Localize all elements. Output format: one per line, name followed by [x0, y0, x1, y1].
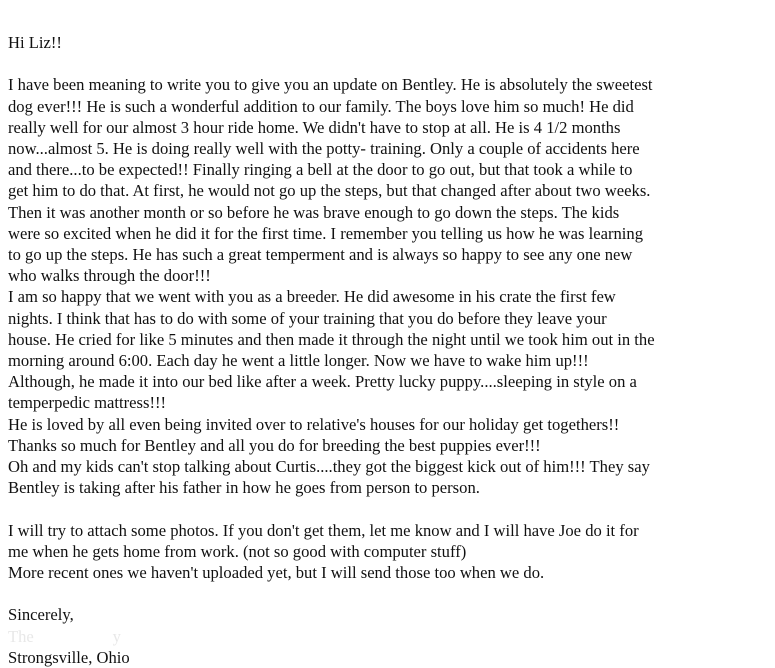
text-line: temperpedic mattress!!!	[8, 393, 167, 413]
spacer	[8, 53, 770, 74]
text-line: nights. I think that has to do with some of your training that you do before they leave your	[8, 308, 607, 328]
text-line: house. He cried for like 5 minutes and then made it through the night until we took him out in the	[8, 329, 655, 349]
text-line: who walks through the door!!!	[8, 266, 211, 286]
spacer	[8, 498, 770, 519]
text-line: More recent ones we haven't uploaded yet, but I will send those too when we do.	[8, 563, 545, 583]
paragraph-curtis	[8, 456, 770, 498]
text-line: Thanks so much for Bentley and all you do for breeding the best puppies ever!!!	[8, 435, 541, 455]
paragraph-loved	[8, 414, 770, 435]
text-line: I have been meaning to write you to give you an update on Bentley. He is absolutely the sweetest	[8, 75, 653, 95]
text-line: I will try to attach some photos. If you don't get them, let me know and I will have Joe do it for	[8, 520, 639, 540]
text-line: Oh and my kids can't stop talking about Curtis....they got the biggest kick out of him!!! They say	[8, 457, 650, 477]
text-line: get him to do that. At first, he would not go up the steps, but that changed after about two weeks.	[8, 181, 651, 201]
location: Strongsville, Ohio	[8, 647, 130, 667]
paragraph-breeder	[8, 286, 770, 413]
text-line: now...almost 5. He is doing really well with the potty- training. Only a couple of accidents here	[8, 139, 640, 158]
text-line: morning around 6:00. Each day he went a little longer. Now we have to wake him up!!!	[8, 351, 589, 371]
signature-redacted: The y	[8, 626, 121, 646]
paragraph-thanks	[8, 435, 770, 456]
text-line: were so excited when he did it for the first time. I remember you telling us how he was learning	[8, 223, 643, 243]
greeting: Hi Liz!!	[8, 33, 62, 52]
spacer	[8, 583, 770, 604]
text-line: and there...to be expected!! Finally ringing a bell at the door to go out, but that took a while to	[8, 160, 633, 180]
text-line: to go up the steps. He has such a great temperment and is always so happy to see any one new	[8, 245, 633, 265]
text-line: dog ever!!! He is such a wonderful addition to our family. The boys love him so much! He did	[8, 96, 634, 116]
text-line: me when he gets home from work. (not so good with computer stuff)	[8, 541, 467, 561]
text-line: He is loved by all even being invited over to relative's houses for our holiday get togethers!!	[8, 414, 620, 434]
closing: Sincerely,	[8, 605, 74, 625]
text-line: really well for our almost 3 hour ride home. We didn't have to stop at all. He is 4 1/2 months	[8, 117, 621, 137]
text-line: Then it was another month or so before he was brave enough to go down the steps. The kids	[8, 202, 620, 222]
text-line: Although, he made it into our bed like after a week. Pretty lucky puppy....sleeping in style on a	[8, 372, 637, 392]
text-line: Bentley is taking after his father in how he goes from person to person.	[8, 478, 480, 498]
letter-body	[8, 0, 770, 668]
paragraph-photos	[8, 520, 770, 584]
text-line: I am so happy that we went with you as a breeder. He did awesome in his crate the first few	[8, 287, 616, 307]
paragraph-update	[8, 74, 770, 286]
